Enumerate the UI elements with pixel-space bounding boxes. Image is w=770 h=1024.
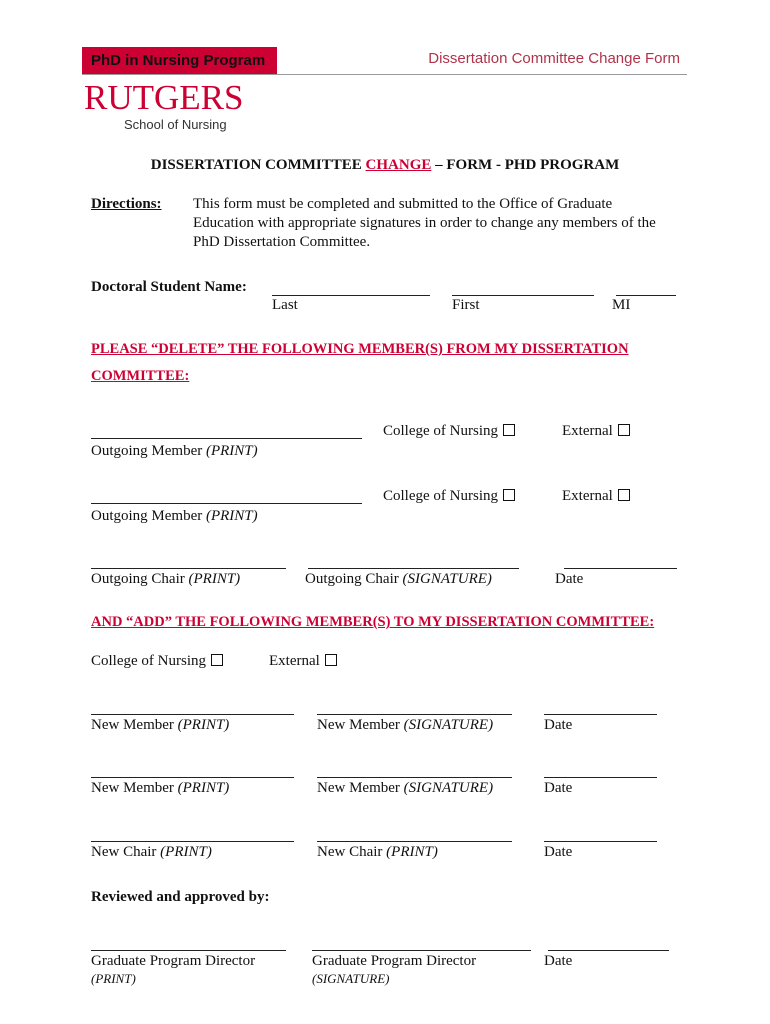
mi-label: MI bbox=[612, 297, 631, 313]
title-part1: DISSERTATION COMMITTEE bbox=[150, 157, 366, 173]
document-title bbox=[0, 157, 770, 174]
directions-line-1: This form must be completed and submitted to the Office of Graduate bbox=[193, 196, 613, 212]
new-member-1-signature-label: New Member (SIGNATURE) bbox=[317, 717, 494, 733]
add-college-option: College of Nursing bbox=[91, 652, 223, 671]
outgoing-member-1-college: College of Nursing bbox=[383, 422, 515, 441]
checkbox-icon[interactable] bbox=[618, 424, 630, 436]
outgoing-chair-date-label: Date bbox=[555, 571, 584, 587]
outgoing-member-2-label: Outgoing Member (PRINT) bbox=[91, 508, 258, 524]
director-signature-label: Graduate Program Director bbox=[312, 953, 477, 969]
new-member-1-print-field[interactable] bbox=[91, 714, 294, 715]
new-member-1-date-label: Date bbox=[544, 717, 573, 733]
new-chair-print-label: New Chair (PRINT) bbox=[91, 844, 212, 860]
rutgers-logo: RUTGERS bbox=[84, 78, 244, 117]
new-member-2-date-label: Date bbox=[544, 780, 573, 796]
new-member-2-print-field[interactable] bbox=[91, 777, 294, 778]
directions-line-2: Education with appropriate signatures in order to change any members of the bbox=[193, 215, 656, 231]
new-chair-signature-field[interactable] bbox=[317, 841, 512, 842]
outgoing-member-2-external: External bbox=[562, 487, 630, 506]
header-divider bbox=[82, 74, 687, 75]
director-date-field[interactable] bbox=[548, 950, 669, 951]
add-external-option: External bbox=[269, 652, 337, 671]
form-header-title: Dissertation Committee Change Form bbox=[428, 50, 680, 67]
outgoing-chair-signature-label: Outgoing Chair (SIGNATURE) bbox=[305, 571, 492, 587]
checkbox-icon[interactable] bbox=[618, 489, 630, 501]
title-part2: – FORM - PHD PROGRAM bbox=[431, 157, 620, 173]
outgoing-member-2-field[interactable] bbox=[91, 503, 362, 504]
new-chair-signature-label: New Chair (PRINT) bbox=[317, 844, 438, 860]
outgoing-chair-print-label: Outgoing Chair (PRINT) bbox=[91, 571, 241, 587]
new-member-1-date-field[interactable] bbox=[544, 714, 657, 715]
first-label: First bbox=[452, 297, 480, 313]
outgoing-member-1-field[interactable] bbox=[91, 438, 362, 439]
checkbox-icon[interactable] bbox=[503, 424, 515, 436]
director-print-note: (PRINT) bbox=[91, 971, 136, 986]
outgoing-chair-print-field[interactable] bbox=[91, 568, 286, 569]
director-signature-field[interactable] bbox=[312, 950, 531, 951]
logo-subtitle: School of Nursing bbox=[124, 117, 227, 132]
delete-heading-line-1: PLEASE “DELETE” THE FOLLOWING MEMBER(S) FROM MY DISSERTATION bbox=[91, 341, 629, 357]
checkbox-icon[interactable] bbox=[503, 489, 515, 501]
directions-label: Directions: bbox=[91, 196, 162, 212]
delete-heading-line-2: COMMITTEE: bbox=[91, 368, 190, 384]
director-signature-note: (SIGNATURE) bbox=[312, 971, 390, 986]
director-date-label: Date bbox=[544, 953, 573, 969]
new-member-1-signature-field[interactable] bbox=[317, 714, 512, 715]
new-member-2-signature-label: New Member (SIGNATURE) bbox=[317, 780, 494, 796]
director-print-label: Graduate Program Director bbox=[91, 953, 256, 969]
review-label: Reviewed and approved by: bbox=[91, 889, 270, 905]
new-chair-print-field[interactable] bbox=[91, 841, 294, 842]
outgoing-member-2-college: College of Nursing bbox=[383, 487, 515, 506]
outgoing-chair-signature-field[interactable] bbox=[308, 568, 519, 569]
title-highlight: CHANGE bbox=[365, 157, 432, 173]
program-badge: PhD in Nursing Program bbox=[82, 47, 277, 74]
new-member-2-date-field[interactable] bbox=[544, 777, 657, 778]
checkbox-icon[interactable] bbox=[211, 654, 223, 666]
new-member-2-print-label: New Member (PRINT) bbox=[91, 780, 230, 796]
checkbox-icon[interactable] bbox=[325, 654, 337, 666]
outgoing-member-1-external: External bbox=[562, 422, 630, 441]
outgoing-chair-date-field[interactable] bbox=[564, 568, 677, 569]
new-chair-date-field[interactable] bbox=[544, 841, 657, 842]
outgoing-member-1-label: Outgoing Member (PRINT) bbox=[91, 443, 258, 459]
student-name-label: Doctoral Student Name: bbox=[91, 279, 247, 295]
new-member-1-print-label: New Member (PRINT) bbox=[91, 717, 230, 733]
last-label: Last bbox=[272, 297, 298, 313]
directions-line-3: PhD Dissertation Committee. bbox=[193, 234, 371, 250]
new-chair-date-label: Date bbox=[544, 844, 573, 860]
director-print-field[interactable] bbox=[91, 950, 286, 951]
add-heading: AND “ADD” THE FOLLOWING MEMBER(S) TO MY DISSERTATION COMMITTEE: bbox=[91, 614, 655, 630]
new-member-2-signature-field[interactable] bbox=[317, 777, 512, 778]
